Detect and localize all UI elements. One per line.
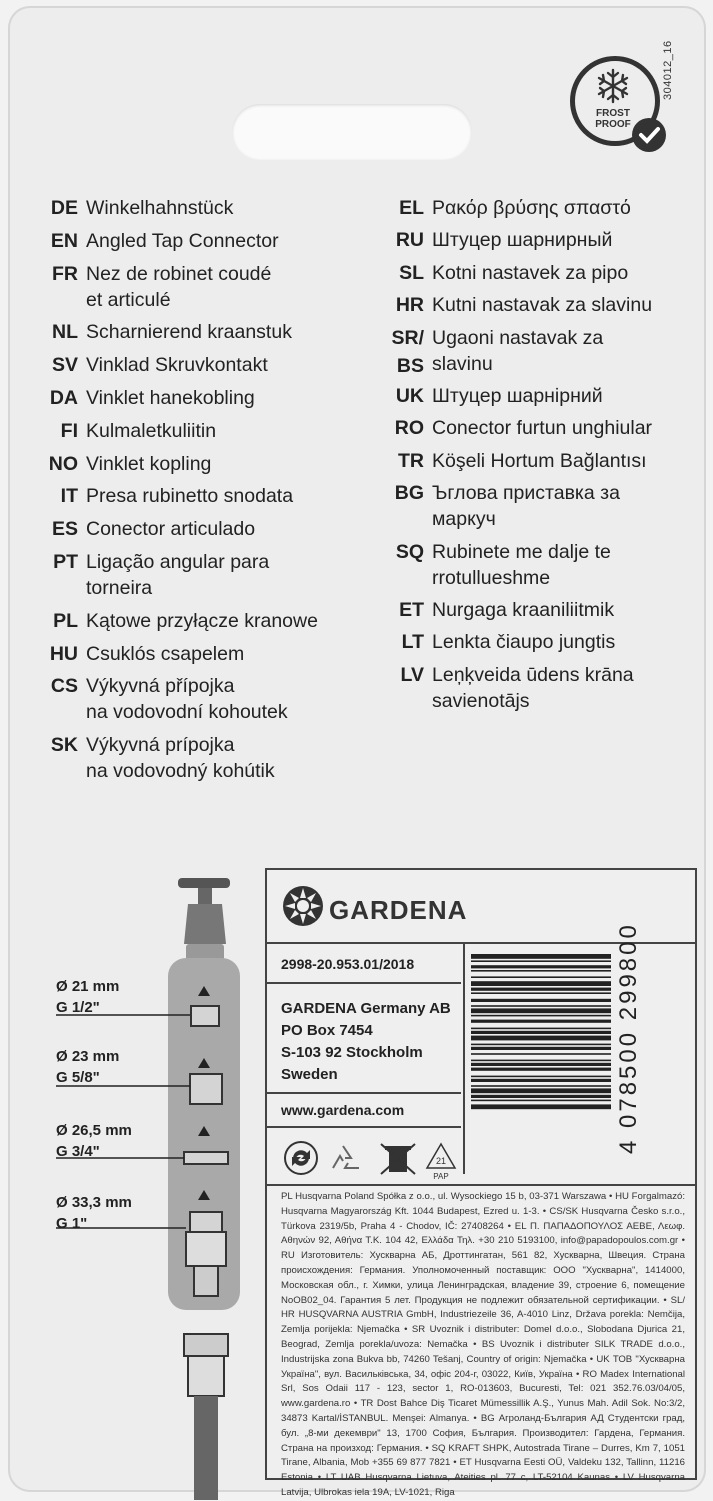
barcode-bar — [471, 1053, 611, 1055]
language-text: Ρακόρ βρύσης σπαστό — [432, 197, 631, 219]
barcode-bar — [471, 1095, 611, 1098]
language-code: DA — [49, 387, 78, 409]
language-code: FI — [60, 419, 78, 442]
address-line: PO Box 7454 — [281, 1022, 373, 1039]
language-code: SK — [50, 734, 78, 757]
language-text: маркуч — [432, 508, 496, 531]
language-code: FR — [52, 262, 78, 285]
language-entry — [60, 483, 294, 509]
barcode-bar — [471, 1063, 611, 1066]
barcode-bar — [471, 1104, 611, 1109]
language-text: Kotni nastavek za pipo — [432, 261, 629, 284]
language-entry — [60, 418, 217, 444]
side-code: 304012_16 — [662, 40, 674, 100]
barcode-bar — [471, 1008, 611, 1013]
language-entry — [394, 415, 653, 441]
gardena-logo-icon — [281, 884, 325, 928]
barcode-bar — [471, 970, 611, 972]
barcode-bar — [471, 999, 611, 1002]
language-code: ES — [51, 518, 78, 541]
language-code: BS — [396, 354, 424, 377]
barcode-bar — [471, 1088, 611, 1093]
barcode-bar — [471, 960, 611, 962]
divider — [267, 982, 461, 984]
language-text: torneira — [86, 577, 153, 599]
language-entry — [391, 325, 604, 377]
barcode-bar — [471, 1020, 611, 1023]
barcode-bar — [471, 1005, 611, 1007]
barcode-bar — [471, 1015, 611, 1017]
language-text: Ligação angular para — [86, 551, 270, 573]
language-text: Штуцер шарнірний — [432, 385, 603, 407]
recycle-icons — [281, 1138, 457, 1187]
barcode — [463, 922, 697, 1174]
barcode-bar — [471, 1028, 611, 1030]
barcode-bar — [471, 1079, 611, 1082]
diagram-drawing — [0, 860, 270, 1500]
language-text: Ъглова приставка за — [432, 482, 620, 505]
language-entry — [53, 608, 318, 634]
hang-hole — [232, 104, 472, 160]
language-text: et articulé — [86, 288, 171, 311]
language-text: Angled Tap Connector — [86, 229, 279, 252]
language-entry — [400, 662, 634, 714]
language-entry — [395, 539, 611, 591]
language-code: NO — [48, 452, 78, 475]
dim-thread: G 5/8" — [56, 1069, 100, 1086]
info-box — [265, 868, 697, 1498]
website-link: www.gardena.com — [281, 1102, 405, 1118]
dim-thread: G 1" — [56, 1215, 88, 1232]
language-text: Leņķveida ūdens krāna — [432, 663, 634, 686]
language-entry — [48, 451, 212, 477]
language-entry — [52, 319, 292, 345]
language-entry — [399, 195, 631, 221]
barcode-bar — [471, 1076, 611, 1078]
language-text: Kątowe przyłącze kranowe — [86, 609, 318, 632]
barcode-number: 4 078500 299800 — [615, 922, 642, 1154]
language-text: na vodovodní kohoutek — [86, 701, 288, 724]
dimension-label — [56, 1120, 132, 1162]
language-code: SQ — [395, 540, 424, 563]
language-text: Lenkta čiaupo jungtis — [432, 631, 616, 654]
language-text: slavinu — [432, 352, 493, 375]
barcode-bar — [471, 954, 611, 959]
language-entry — [51, 352, 268, 378]
dim-mm: Ø 21 mm — [56, 978, 120, 995]
address-line: Sweden — [281, 1066, 338, 1083]
language-text: Ugaoni nastavak za — [432, 326, 604, 349]
barcode-bar — [471, 981, 611, 986]
pap-text: PAP — [433, 1172, 449, 1181]
language-entry — [395, 292, 653, 318]
language-code: CS — [50, 675, 78, 698]
language-entry — [50, 673, 288, 725]
language-text: Kutni nastavak za slavinu — [432, 294, 653, 317]
language-entry — [52, 261, 272, 313]
language-entry — [49, 641, 245, 667]
language-text: Vinklet hanekobling — [86, 387, 255, 409]
language-text: na vodovodný kohútik — [86, 760, 275, 783]
language-code: TR — [398, 449, 424, 472]
barcode-bar — [471, 1085, 611, 1087]
checkmark-icon — [632, 118, 666, 152]
address-line: S-103 92 Stockholm — [281, 1044, 423, 1061]
language-text: Köşeli Hortum Bağlantısı — [432, 449, 647, 472]
barcode-bar — [471, 965, 611, 968]
language-code: NL — [52, 321, 78, 344]
language-code: RO — [394, 417, 424, 440]
barcode-bar — [471, 1031, 611, 1034]
dim-mm: Ø 26,5 mm — [56, 1122, 132, 1139]
barcode-bar — [471, 992, 611, 994]
language-code: BG — [394, 482, 424, 505]
language-entry — [401, 629, 616, 655]
recycle-icon — [333, 1146, 359, 1168]
language-code: HU — [49, 642, 78, 665]
language-code: LV — [400, 663, 424, 686]
address — [281, 998, 451, 1086]
dim-mm: Ø 23 mm — [56, 1048, 120, 1065]
language-text: Presa rubinetto snodata — [86, 485, 294, 508]
barcode-bar — [471, 1047, 611, 1050]
divider — [267, 1092, 461, 1094]
language-text: Csuklós csapelem — [86, 642, 245, 665]
language-code: LT — [401, 631, 424, 654]
language-code: DE — [50, 197, 78, 219]
barcode-bar — [471, 1036, 611, 1041]
language-entry — [50, 732, 275, 784]
dim-mm: Ø 33,3 mm — [56, 1194, 132, 1211]
barcode-bar — [471, 1060, 611, 1062]
language-code: HR — [395, 294, 424, 317]
barcode-bars — [471, 954, 621, 1164]
dimension-label — [56, 976, 119, 1018]
dimension-label — [56, 1192, 132, 1234]
language-text: Výkyvná prípojka — [86, 734, 235, 757]
language-code: ET — [399, 599, 424, 621]
language-code: RU — [395, 229, 424, 252]
language-text: Winkelhahnstück — [86, 197, 234, 219]
language-code: PT — [53, 551, 78, 573]
language-code: SL — [399, 261, 424, 284]
barcode-bar — [471, 1044, 611, 1046]
frost-proof-label — [588, 108, 638, 130]
language-entry — [50, 228, 279, 254]
barcode-bar — [471, 976, 611, 978]
pap-number: 21 — [435, 1156, 447, 1166]
green-dot-icon — [285, 1142, 317, 1174]
language-text: Scharnierend kraanstuk — [86, 321, 292, 344]
language-code: EL — [399, 197, 424, 219]
language-text: Nez de robinet coudé — [86, 262, 272, 285]
brand-name: GARDENA — [329, 895, 468, 925]
address-line: GARDENA Germany AB — [281, 1000, 451, 1017]
legal-text: PL Husqvarna Poland Spółka z o.o., ul. Wysockiego 15 b, 03-371 Warszawa • HU Forgalmazó: Husqvarna Magyarország Kft. 1044 Budapest, Ezred u. 1-3. • CS/SK Husqvarna Česko s.r.o., Türkova 2319/5b, Praha 4 - Chodov, IČ: 27408264 • EL Π. ΠΑΠΑΔΟΠΟΥΛΟΣ ΑΕΒΕ, Λεωφ. Αθηνών 92, Αθήνα Τ.Κ. 104 42, Ελλάδα Τηλ. +30 210 5193100, info@papadopoulos.com.gr • RU Изготовитель: Хускварна АБ, Дроттингатан, 561 82, Хускварна, Швеция. Страна происхождения: Германия. Уполномоченный поставщик: ООО "Хускварна", 1414000, Московская обл., г. Химки, улица Ленинградская, владение 39, строение 6, помещение NoOB02_04. Гарантия 5 лет. Продукция не подлежит обязательной сертификации. • SL/ HR HUSQVARNA AUSTRIA GmbH, Industriezeile 36, A-4010 Linz, Država porekla: Nemčija, Zemlja porijekla: Njemačka • SR Uvoznik i distributer: Domel d.o.o., Slobodana Djurica 21, Beograd, Zemlja porekla/uvoza: Nemačka • BS Uvoznik i distributer SILK TRADE d.o.o., Industrijska zona Bukva bb, 74260 Tešanj, Country of origin: Njemačka • UK ТОВ "Хускварна Україна", вул. Васильківська, 34, офіс 204-г, 03022, Київ, Україна • RO Madex International Srl, Sos Odaii 117 - 123, sector 1, RO-013603, Bucuresti, Tel: 021 352.76.03/04/05, www.gardena.ro • TR Dost Bahce Diş Ticaret Mümessillik A.Ş., Yunus Mah. Adil Sok. No:3/2, 34873 Kartal/İSTANBUL. Menşei: Almanya. • BG Агроланд-България АД Студентски град, бул. „8-ми декември" 13, 1700 София, България. Производител: Гардена, Германия. Страна на произход: Германия. • SQ KRAFT SHPK, Autostrada Tirane – Durres, Km 7, 1051 Tirane, Albania, Mob +355 69 877 7821 • ET Husqvarna Eesti OÜ, Valdeku 132, Tallinn, 11216 Estonia • LT UAB Husqvarna Lietuva, Ateities pl. 77 c, LT-52104 Kaunas • LV Husqvarna Latvija, Ulbrokas iela 19A, LV-1021, Riga — [281, 1191, 685, 1498]
language-entry — [53, 549, 270, 601]
language-code: SR/ — [391, 326, 424, 349]
language-text: Conector furtun unghiular — [432, 417, 653, 440]
language-code: EN — [50, 229, 78, 252]
language-entry — [49, 385, 255, 411]
dim-thread: G 1/2" — [56, 999, 100, 1016]
language-text: Vinklet kopling — [86, 452, 212, 475]
dimension-label — [56, 1046, 119, 1088]
barcode-bar — [471, 1100, 611, 1102]
language-entry — [51, 516, 256, 542]
language-code: IT — [60, 485, 78, 508]
language-entry — [50, 195, 234, 221]
language-text: Výkyvná přípojka — [86, 675, 235, 698]
language-text: Nurgaga kraaniliitmik — [432, 599, 615, 621]
language-entry — [398, 448, 647, 474]
no-bin-icon — [381, 1144, 415, 1174]
frost-line1: FROST — [596, 108, 630, 119]
divider — [267, 1126, 461, 1128]
language-entry — [399, 597, 615, 623]
language-code: UK — [395, 385, 424, 407]
language-text: Conector articulado — [86, 518, 256, 541]
connector-diagram — [0, 860, 270, 1500]
barcode-bar — [471, 988, 611, 991]
language-text: Rubinete me dalje te — [432, 540, 611, 563]
language-text: Vinklad Skruvkontakt — [86, 354, 268, 377]
language-code: SV — [51, 354, 78, 377]
language-code: PL — [53, 609, 78, 632]
frost-line2: PROOF — [595, 119, 631, 130]
language-entry — [399, 260, 629, 286]
language-text: savienotājs — [432, 689, 530, 712]
language-text: rrotullueshme — [432, 566, 551, 589]
language-entry — [394, 480, 620, 532]
language-text: Штуцер шарнирный — [432, 229, 613, 252]
language-entry — [395, 227, 613, 253]
dim-thread: G 3/4" — [56, 1143, 100, 1160]
language-text: Kulmaletkuliitin — [86, 419, 217, 442]
document-number: 2998-20.953.01/2018 — [281, 956, 415, 972]
language-entry — [395, 383, 603, 409]
recycling-symbols — [281, 1138, 457, 1182]
frost-proof-badge — [570, 56, 670, 156]
pap-21-icon — [427, 1144, 455, 1181]
barcode-bar — [471, 1068, 611, 1071]
snowflake-icon — [595, 68, 631, 104]
divider — [267, 1184, 695, 1186]
